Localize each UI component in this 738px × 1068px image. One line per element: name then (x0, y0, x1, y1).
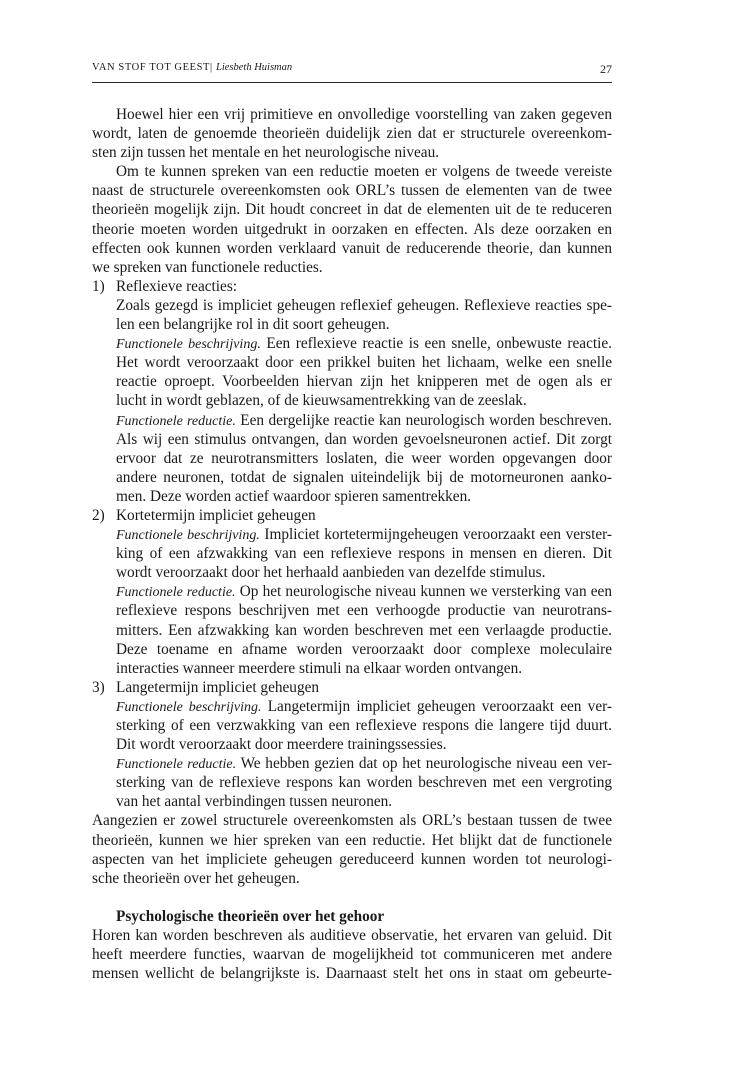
running-author: Liesbeth Huisman (216, 62, 293, 73)
text-line: Functionele reductie. Op het neurologische niveau kunnen we versterking van een (116, 583, 612, 601)
list-number: 2) (92, 506, 105, 524)
text-line: andere neuronen, totdat de signalen uiteindelijk bij de motorneuronen aanko- (116, 468, 612, 486)
list-number: 3) (92, 678, 105, 696)
text-line: king of een afzwakking van een reflexieve respons in mensen en dieren. Dit (116, 545, 612, 563)
text-line: reflexieve respons beschrijven met een verhoogde productie van neurotrans- (116, 602, 612, 620)
text-line: Om te kunnen spreken van een reductie moeten er volgens de tweede vereiste (116, 163, 612, 181)
text-line: naast de structurele overeenkomsten ook ORL’s tussen de elementen van de twee (92, 182, 612, 200)
text-line: 2) Kortetermijn impliciet geheugen (92, 506, 316, 524)
text-line: Functionele reductie. We hebben gezien dat op het neurologische niveau een ver- (116, 755, 612, 773)
italic-label: Functionele reductie. (116, 757, 237, 773)
text-line: sterking van de reflexieve respons kan worden beschreven met een vergroting (116, 774, 612, 792)
text-line: Functionele beschrijving. Een reflexieve reactie is een snelle, onbewuste reactie. (116, 335, 612, 353)
text-line: Hoewel hier een vrij primitieve en onvolledige voorstelling van zaken gegeven (116, 106, 612, 123)
text-line: sten zijn tussen het mentale en het neurologische niveau. (92, 144, 440, 162)
text-line: wordt veroorzaakt door het herhaald aanbieden van dezelfde stimulus. (116, 564, 546, 582)
text-line: theorie moeten worden uitgedrukt in oorzaken en effecten. Als deze oorzaken en (92, 220, 612, 238)
text-line: effecten ook kunnen worden verklaard vanuit de reducerende theorie, dan kunnen (92, 239, 612, 257)
running-title: VAN STOF TOT GEEST| Liesbeth Huisman (92, 62, 293, 73)
text-line: van het aantal verbindingen tussen neuronen. (116, 793, 393, 811)
text-line: mensen wellicht de belangrijkste is. Daarnaast stelt het ons in staat om gebeurte- (92, 965, 612, 983)
text-line: theorieën, kunnen we hier spreken van een reductie. Het blijkt dat de functionele (92, 831, 612, 849)
text-line: len een belangrijke rol in dit soort geheugen. (116, 316, 390, 334)
section-heading: Psychologische theorieën over het gehoor (116, 907, 385, 925)
list-number: 1) (92, 277, 105, 295)
section-gap (92, 888, 612, 907)
text-line: wordt, laten de genoemde theorieën duidelijk zien dat er structurele overeenkom- (92, 125, 612, 143)
text-line: theorieën mogelijk zijn. Dit houdt concreet in dat de elementen uit de te reduceren (92, 201, 612, 219)
text-line: Functionele beschrijving. Langetermijn impliciet geheugen veroorzaakt een ver- (116, 697, 612, 715)
italic-label: Functionele reductie. (116, 585, 236, 601)
text-line: Functionele beschrijving. Impliciet kortetermijngeheugen veroorzaakt een verster- (116, 526, 612, 544)
text-line: Het wordt veroorzaakt door een prikkel buiten het lichaam, welke een snelle (116, 354, 612, 372)
text-line: Dit wordt veroorzaakt door meerdere trainingssessies. (116, 736, 447, 754)
page-number: 27 (600, 62, 612, 76)
text-line: interacties wanneer meerdere stimuli na elkaar worden ontvangen. (116, 659, 523, 677)
text-line: we spreken van functionele reducties. (92, 258, 323, 276)
text-line: ervoor dat ze neurotransmitters loslaten, die weer worden opgevangen door (116, 449, 612, 467)
text-line: Functionele reductie. Een dergelijke reactie kan neurologisch worden beschreven. (116, 411, 612, 429)
italic-label: Functionele beschrijving. (116, 699, 262, 715)
text-line: Horen kan worden beschreven als auditieve observatie, het ervaren van geluid. Dit (92, 926, 612, 944)
text-line: sterking of een verzwakking van een reflexieve respons die langere tijd duurt. (116, 717, 612, 734)
text-line: 1) Reflexieve reacties: (92, 277, 238, 295)
text-line: aspecten van het impliciete geheugen gereduceerd kunnen worden tot neurologi- (92, 850, 612, 868)
text-line: 3) Langetermijn impliciet geheugen (92, 678, 320, 696)
text-line: Aangezien er zowel structurele overeenkomsten als ORL’s bestaan tussen de twee (92, 812, 612, 830)
text-line: Zoals gezegd is impliciet geheugen reflexief geheugen. Reflexieve reacties spe- (116, 296, 612, 314)
italic-label: Functionele reductie. (116, 413, 236, 429)
text-line: Deze toename en afname worden veroorzaakt door complexe moleculaire (116, 640, 612, 658)
text-line: Als wij een stimulus ontvangen, dan worden gevoelsneuronen actief. Dit zorgt (116, 430, 612, 448)
text-line: lucht in wordt geblazen, of de kieuwsamentrekking van de zeeslak. (116, 392, 527, 410)
text-line: mitters. Een afzwakking kan worden beschreven met een verlaagde productie. (116, 621, 612, 639)
text-line: men. Deze worden actief waardoor spieren samentrekken. (116, 487, 472, 505)
italic-label: Functionele beschrijving. (116, 528, 260, 544)
text-line: sche theorieën over het geheugen. (92, 869, 300, 887)
body-text (92, 105, 612, 983)
text-line: reactie oproept. Voorbeelden hiervan zijn het knipperen met de ogen als er (116, 373, 612, 391)
header-rule (92, 82, 612, 83)
text-line: heeft meerdere functies, waarvan de mogelijkheid tot communiceren met andere (92, 946, 612, 964)
italic-label: Functionele beschrijving. (116, 337, 261, 353)
running-header (92, 62, 612, 78)
